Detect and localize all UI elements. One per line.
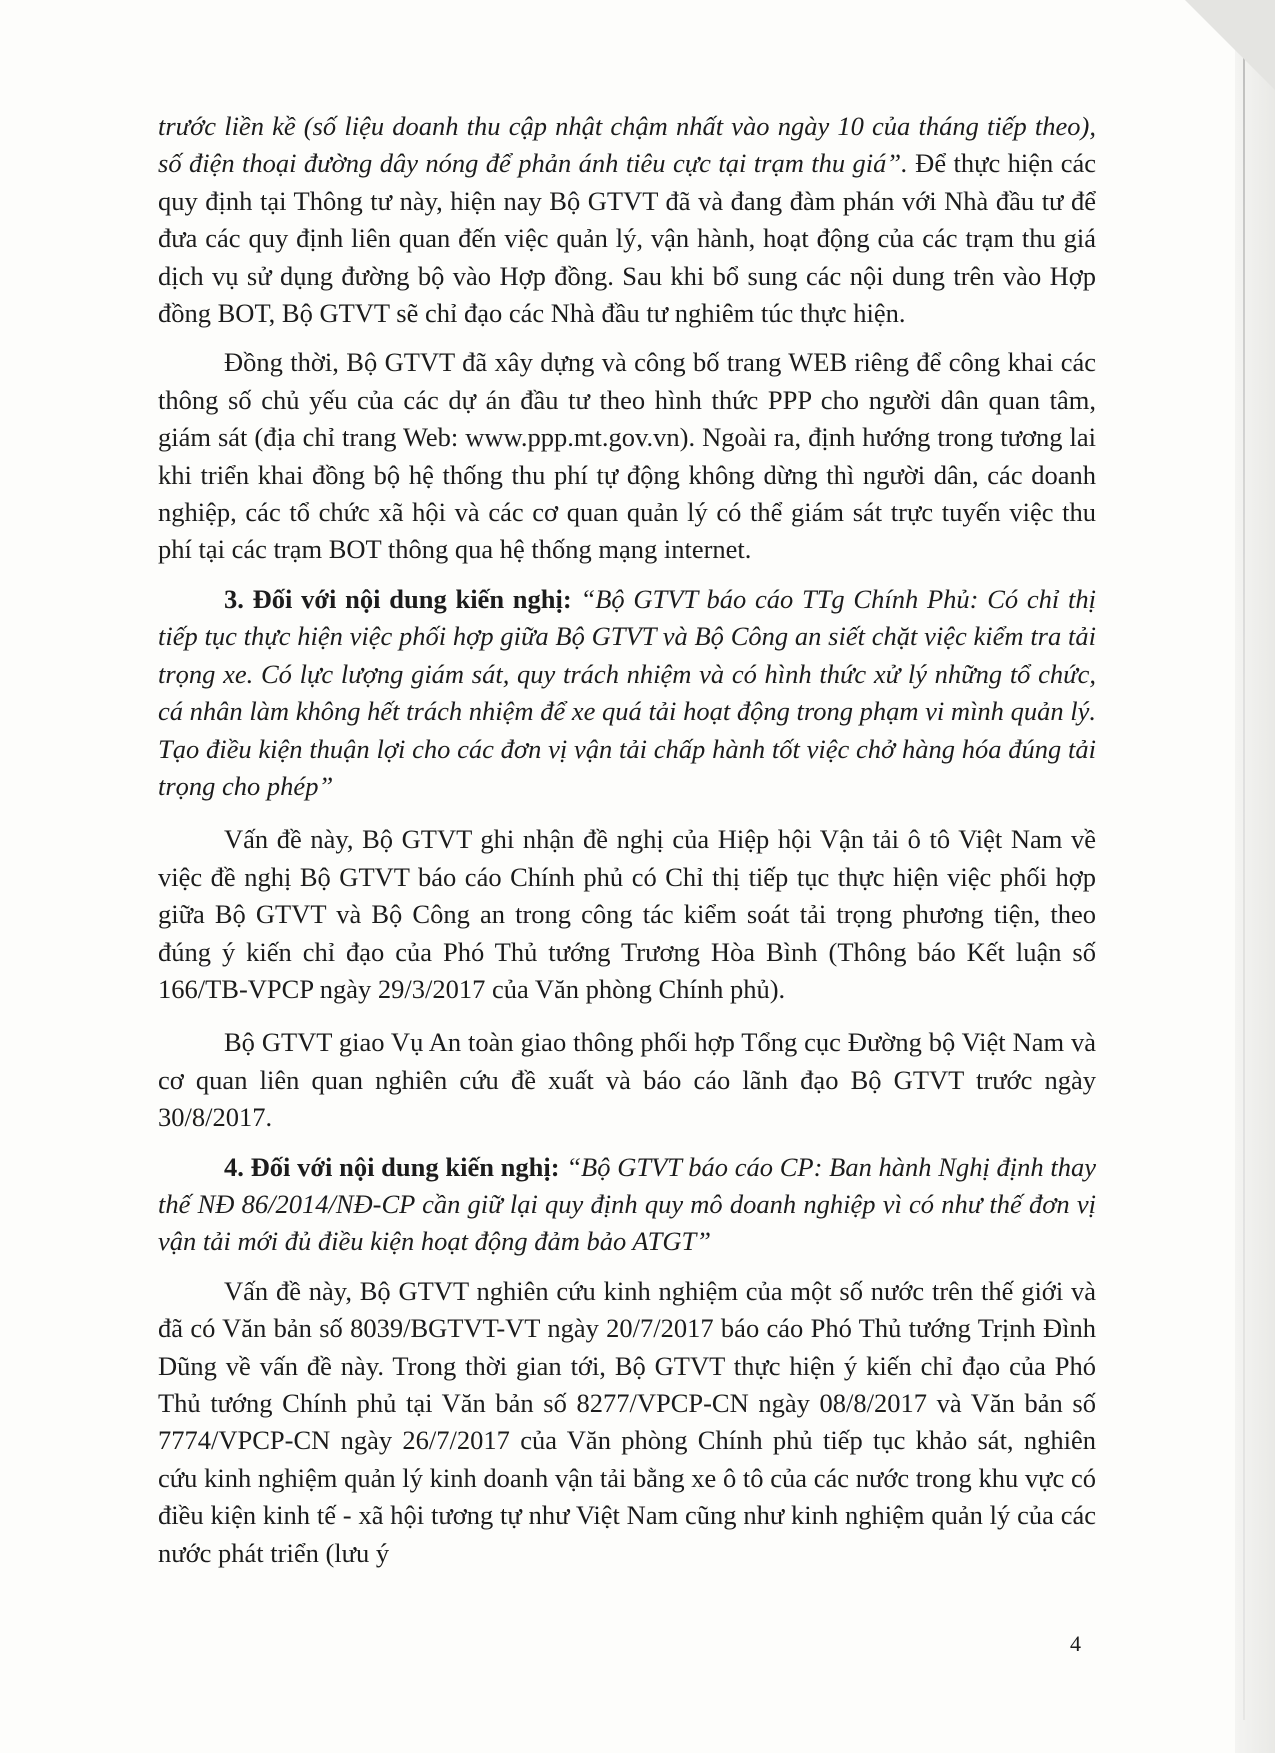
paragraph-text: Vấn đề này, Bộ GTVT ghi nhận đề nghị của Hiệp hội Vận tải ô tô Việt Nam về việc đề nghị Bộ GTVT báo cáo Chính phủ có Chỉ thị tiếp tục thực hiện việc phối hợp giữa Bộ GTVT và Bộ Công an trong công tác kiểm soát tải trọng phương tiện, theo đúng ý kiến chỉ đạo của Phó Thủ tướng Trương Hòa Bình (Thông báo Kết luận số 166/TB-VPCP ngày 29/3/2017 của Văn phòng Chính phủ).: [158, 824, 1096, 1004]
paragraph-text: Để thực hiện các quy định tại Thông tư này, hiện nay Bộ GTVT đã và đang đàm phán với Nhà đầu tư để đưa các quy định liên quan đến việc quản lý, vận hành, hoạt động của các trạm thu giá dịch vụ sử dụng đường bộ vào Hợp đồng. Sau khi bổ sung các nội dung trên vào Hợp đồng BOT, Bộ GTVT sẽ chỉ đạo các Nhà đầu tư nghiêm túc thực hiện.: [158, 148, 1096, 329]
recommendation-heading: 4. Đối với nội dung kiến nghị:: [224, 1151, 560, 1182]
paragraph-recommendation-4: [158, 1149, 1096, 1261]
page-fold-line: [1243, 20, 1245, 1720]
page-fold-shadow: [1235, 0, 1275, 1753]
paragraph-text: Vấn đề này, Bộ GTVT nghiên cứu kinh nghiệm của một số nước trên thế giới và đã có Văn bản số 8039/BGTVT-VT ngày 20/7/2017 báo cáo Phó Thủ tướng Trịnh Đình Dũng về vấn đề này. Trong thời gian tới, Bộ GTVT thực hiện ý kiến chỉ đạo của Phó Thủ tướng Chính phủ tại Văn bản số 8277/VPCP-CN ngày 08/8/2017 và Văn bản số 7774/VPCP-CN ngày 26/7/2017 của Văn phòng Chính phủ tiếp tục khảo sát, nghiên cứu kinh nghiệm quản lý kinh doanh vận tải bằng xe ô tô của các nước trong khu vực có điều kiện kinh tế - xã hội tương tự như Việt Nam cũng như kinh nghiệm quản lý của các nước phát triển (lưu ý: [158, 1275, 1096, 1568]
quoted-text: trước liền kề (số liệu doanh thu cập nhật chậm nhất vào ngày 10 của tháng tiếp theo), số điện thoại đường dây nóng để phản ánh tiêu cực tại trạm thu giá”.: [158, 111, 1096, 179]
paragraph-web-disclosure: [158, 344, 1096, 568]
body-text: [158, 108, 1096, 1572]
paragraph-continuation: [158, 108, 1096, 332]
folded-corner: [1185, 0, 1275, 90]
recommendation-quote: “Bộ GTVT báo cáo TTg Chính Phủ: Có chỉ thị tiếp tục thực hiện việc phối hợp giữa Bộ GTVT và Bộ Công an siết chặt việc kiểm tra tải trọng xe. Có lực lượng giám sát, quy trách nhiệm và có hình thức xử lý những tổ chức, cá nhân làm không hết trách nhiệm để xe quá tải hoạt động trong phạm vi mình quản lý. Tạo điều kiện thuận lợi cho các đơn vị vận tải chấp hành tốt việc chở hàng hóa đúng tải trọng cho phép”: [158, 583, 1096, 801]
paragraph-response-3: [158, 821, 1096, 1008]
paragraph-text: Đồng thời, Bộ GTVT đã xây dựng và công bố trang WEB riêng để công khai các thông số chủ yếu của các dự án đầu tư theo hình thức PPP cho người dân quan tâm, giám sát (địa chỉ trang Web: www.ppp.mt.gov.vn). Ngoài ra, định hướng trong tương lai khi triển khai đồng bộ hệ thống thu phí tự động không dừng thì người dân, các doanh nghiệp, các tổ chức xã hội và các cơ quan quản lý có thể giám sát trực tuyến việc thu phí tại các trạm BOT thông qua hệ thống mạng internet.: [158, 347, 1096, 565]
recommendation-heading: 3. Đối với nội dung kiến nghị:: [224, 583, 572, 614]
page-number: 4: [1070, 1631, 1081, 1656]
paragraph-response-4: [158, 1273, 1096, 1572]
recommendation-quote: “Bộ GTVT báo cáo CP: Ban hành Nghị định thay thế NĐ 86/2014/NĐ-CP cần giữ lại quy định quy mô doanh nghiệp vì có như thế đơn vị vận tải mới đủ điều kiện hoạt động đảm bảo ATGT”: [158, 1151, 1096, 1257]
paragraph-text: Bộ GTVT giao Vụ An toàn giao thông phối hợp Tổng cục Đường bộ Việt Nam và cơ quan liên quan nghiên cứu đề xuất và báo cáo lãnh đạo Bộ GTVT trước ngày 30/8/2017.: [158, 1027, 1096, 1133]
paragraph-assignment: [158, 1024, 1096, 1136]
paragraph-recommendation-3: [158, 581, 1096, 805]
